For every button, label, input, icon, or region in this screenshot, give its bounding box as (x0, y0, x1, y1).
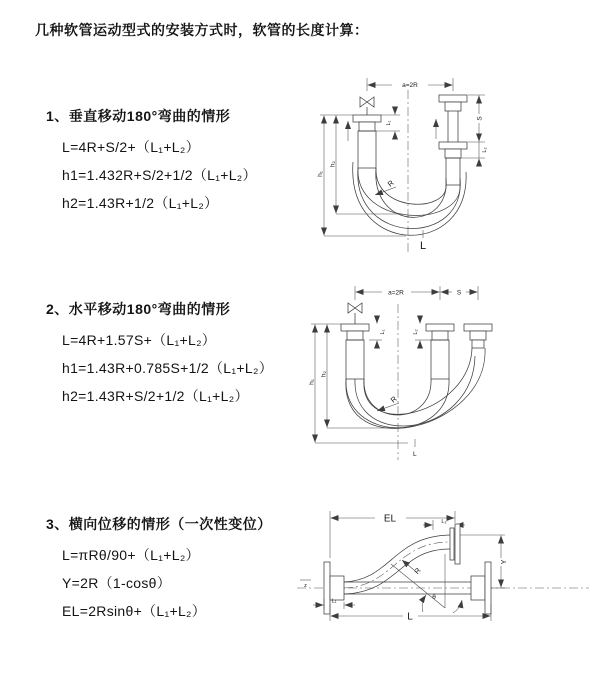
radius-label: R (388, 394, 399, 405)
radius-label: R (412, 565, 423, 576)
centerline-mark (300, 580, 311, 589)
right-flange (464, 324, 492, 348)
diagram-horizontal-180-bend (303, 278, 597, 474)
dim-l1-label: L₁ (331, 598, 337, 605)
dim-y-label: Y (499, 559, 508, 565)
formula-h2: h2=1.43R+1/2（L₁+L₂） (62, 195, 219, 211)
section-1-formulas (46, 133, 257, 217)
dim-el (330, 511, 455, 558)
braided-hose-left (358, 131, 376, 168)
dim-l2-label: L₂ (413, 329, 419, 335)
hose-arcs (346, 348, 485, 428)
valve-icon (360, 97, 374, 115)
dim-h1 (317, 115, 406, 236)
section-vertical-movement (46, 106, 257, 217)
left-flange (353, 115, 381, 131)
diagram-lateral-displacement (293, 498, 597, 662)
section-3-heading: 3、横向位移的情形（一次性变位） (46, 516, 272, 532)
dim-l2 (413, 316, 431, 348)
section-lateral-displacement (46, 514, 272, 625)
dim-l1 (369, 316, 386, 348)
formula-l: L=πRθ/90+（L₁+L₂） (62, 547, 200, 563)
dim-l1 (313, 599, 355, 610)
dim-s-label: S (456, 289, 462, 297)
right-flange-lower (439, 142, 467, 158)
hose-s-curve (344, 535, 450, 594)
section-2-heading: 2、水平移动180°弯曲的情形 (46, 301, 231, 317)
length-label: L (420, 240, 427, 252)
angle-construction (391, 554, 462, 613)
length-label: L (413, 451, 417, 458)
dim-l (330, 604, 491, 623)
formula-l: L=4R+1.57S+（L₁+L₂） (62, 332, 217, 348)
dim-s-label: S (476, 116, 484, 121)
radius-leader (402, 560, 423, 576)
page-title: 几种软管运动型式的安装方式时，软管的长度计算： (35, 22, 369, 38)
dim-h1-label: h₁ (317, 171, 324, 177)
section-3-formulas (46, 541, 272, 625)
right-flange (471, 562, 491, 614)
hose-arcs (353, 162, 466, 235)
formula-l: L=4R+S/2+（L₁+L₂） (62, 139, 200, 155)
middle-flange (426, 324, 454, 340)
diagram-vertical-180-bend (308, 66, 594, 266)
braided-hose-left (346, 340, 364, 379)
formula-el: EL=2Rsinθ+（L₁+L₂） (62, 603, 207, 619)
formula-y: Y=2R（1-cosθ） (62, 575, 172, 591)
formula-h1: h1=1.43R+0.785S+1/2（L₁+L₂） (62, 360, 273, 376)
dim-l1-label: L₁ (380, 329, 386, 335)
section-1-heading: 1、垂直移动180°弯曲的情形 (46, 108, 231, 124)
dim-l-label: L (407, 611, 413, 623)
radius-leader (377, 394, 399, 411)
valve-icon (348, 303, 362, 324)
dim-l2-label: L₂ (482, 147, 488, 153)
dim-l1 (376, 107, 400, 139)
braided-hose-right (446, 158, 460, 185)
upper-flange (450, 524, 460, 564)
right-flange-upper (439, 95, 467, 142)
left-flange (341, 324, 369, 340)
dim-a2r (367, 78, 453, 91)
left-flange (324, 562, 344, 614)
dim-l2-label: L₂ (441, 519, 447, 525)
radius-label: R (385, 178, 396, 189)
dim-a2r-label: a=2R (402, 82, 418, 89)
section-2-formulas (46, 326, 273, 410)
section-horizontal-movement (46, 299, 273, 410)
dim-a2r-label: a=2R (388, 289, 404, 297)
dim-s (468, 95, 485, 142)
formula-h2: h2=1.43R+S/2+1/2（L₁+L₂） (62, 388, 249, 404)
braided-hose-middle (431, 340, 449, 379)
centerline-mark-label: z (304, 583, 307, 589)
dim-el-label: EL (383, 513, 397, 525)
angle-theta-label: θ (432, 594, 436, 601)
dim-h2-label: h₂ (329, 160, 337, 168)
formula-h1: h1=1.432R+S/2+1/2（L₁+L₂） (62, 167, 257, 183)
dim-l1-label: L₁ (386, 120, 392, 126)
dim-h1-label: h₁ (308, 379, 316, 385)
dim-s (441, 290, 478, 297)
dim-h2-label: h₂ (320, 370, 328, 378)
